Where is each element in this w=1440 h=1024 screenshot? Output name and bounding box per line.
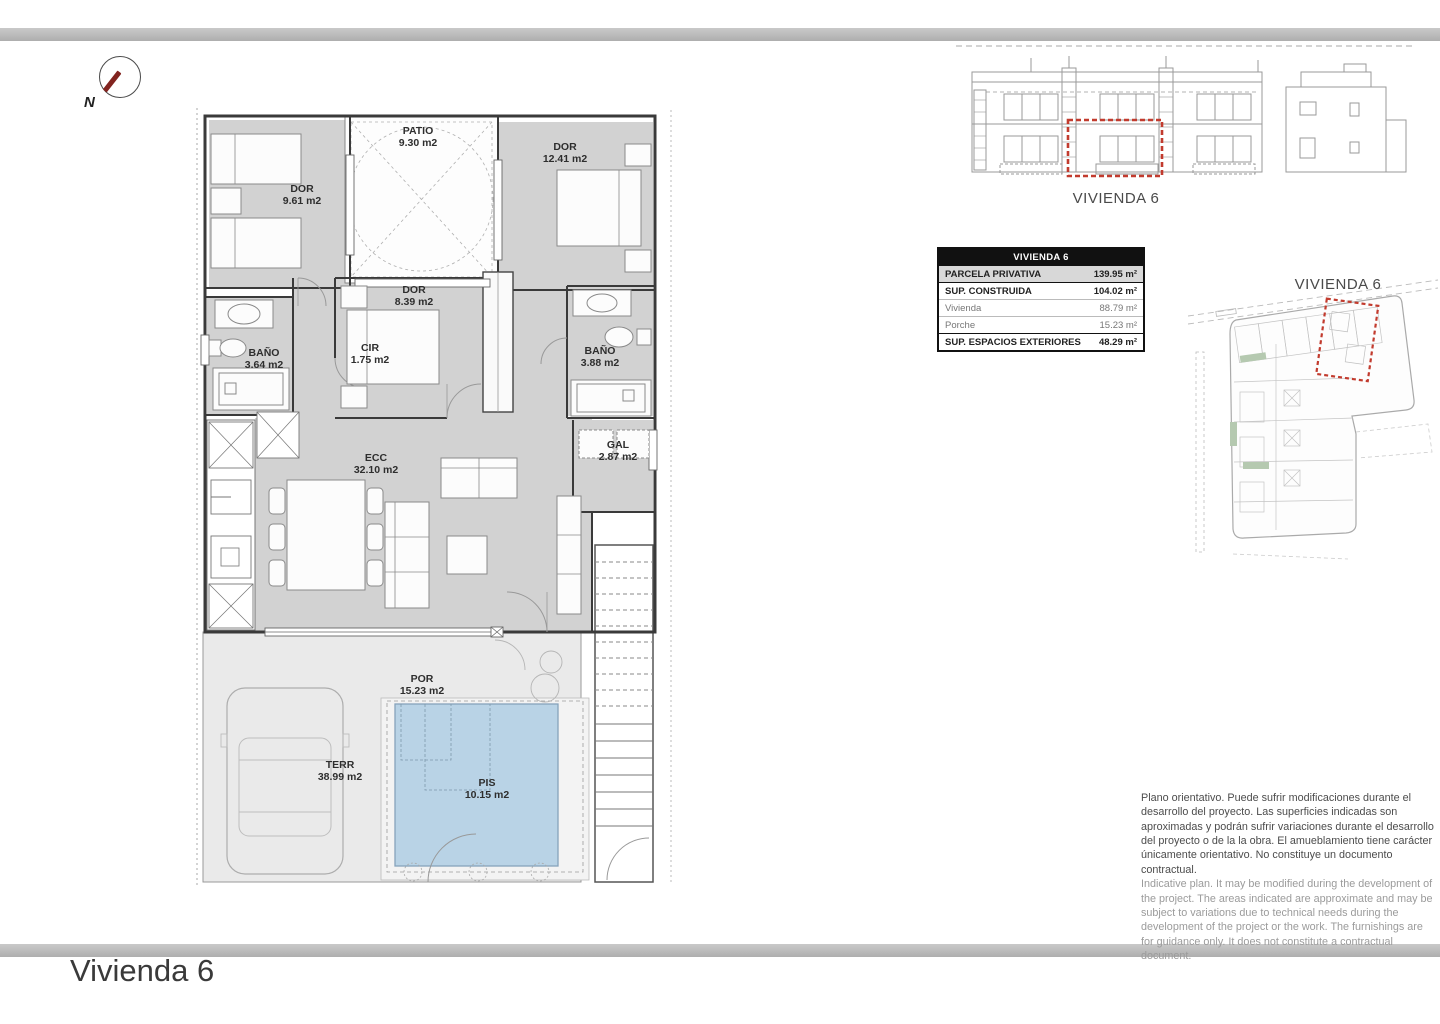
table-row: SUP. CONSTRUIDA 104.02 m²	[939, 282, 1143, 299]
compass-north-label: N	[84, 94, 95, 111]
patio-void	[345, 116, 498, 283]
room-label-dor3: DOR 8.39 m2	[394, 284, 434, 309]
room-label-terr: TERR 38.99 m2	[317, 759, 363, 784]
room-label-gal: GAL 2.87 m2	[598, 439, 638, 464]
wardrobe	[483, 272, 513, 412]
room-label-patio: PATIO 9.30 m2	[398, 125, 438, 150]
room-label-dor2: DOR 12.41 m2	[542, 141, 588, 166]
room-label-por: POR 15.23 m2	[399, 673, 445, 698]
room-label-cir: CIR 1.75 m2	[350, 342, 390, 367]
room-label-dor1: DOR 9.61 m2	[282, 183, 322, 208]
table-row: SUP. ESPACIOS EXTERIORES 48.29 m²	[939, 333, 1143, 350]
table-row: PARCELA PRIVATIVA 139.95 m²	[939, 265, 1143, 282]
elevation-drawing	[956, 42, 1412, 212]
table-row: Porche 15.23 m²	[939, 316, 1143, 333]
disclaimer-block	[1141, 791, 1438, 963]
disclaimer-spanish: Plano orientativo. Puede sufrir modificaciones durante el desarrollo del proyecto. Las superficies indicadas son aproximadas y podrán sufrir variaciones durante el desarrollo del proyecto o de la la obra. El amueblamiento tiene carácter únicamente orientativo. No constituye un documento contractual.	[1141, 792, 1434, 876]
room-cir	[293, 278, 335, 430]
area-summary-table	[937, 247, 1145, 352]
north-compass-icon	[84, 52, 154, 112]
floor-plan-drawing	[195, 100, 675, 890]
table-header: VIVIENDA 6	[939, 249, 1143, 265]
siteplan-caption: VIVIENDA 6	[1294, 276, 1382, 293]
room-label-pis: PIS 10.15 m2	[464, 777, 510, 802]
site-plan-drawing	[1188, 272, 1440, 572]
disclaimer-english: Indicative plan. It may be modified during the development of the project. The areas indicated are approximate and may be subject to variations due to technical needs during the development of the project or the work. The furnishings are for guidance only. It does not constitute a contractual document.	[1141, 878, 1433, 962]
room-label-ecc: ECC 32.10 m2	[353, 452, 399, 477]
room-label-bano1: BAÑO 3.64 m2	[244, 347, 284, 372]
table-row: Vivienda 88.79 m²	[939, 299, 1143, 316]
sheet-title: Vivienda 6	[70, 953, 215, 988]
elevation-caption: VIVIENDA 6	[1072, 190, 1160, 207]
swimming-pool	[395, 704, 558, 866]
room-label-bano2: BAÑO 3.88 m2	[580, 345, 620, 370]
stairs	[595, 545, 653, 882]
top-divider-bar	[0, 28, 1440, 41]
